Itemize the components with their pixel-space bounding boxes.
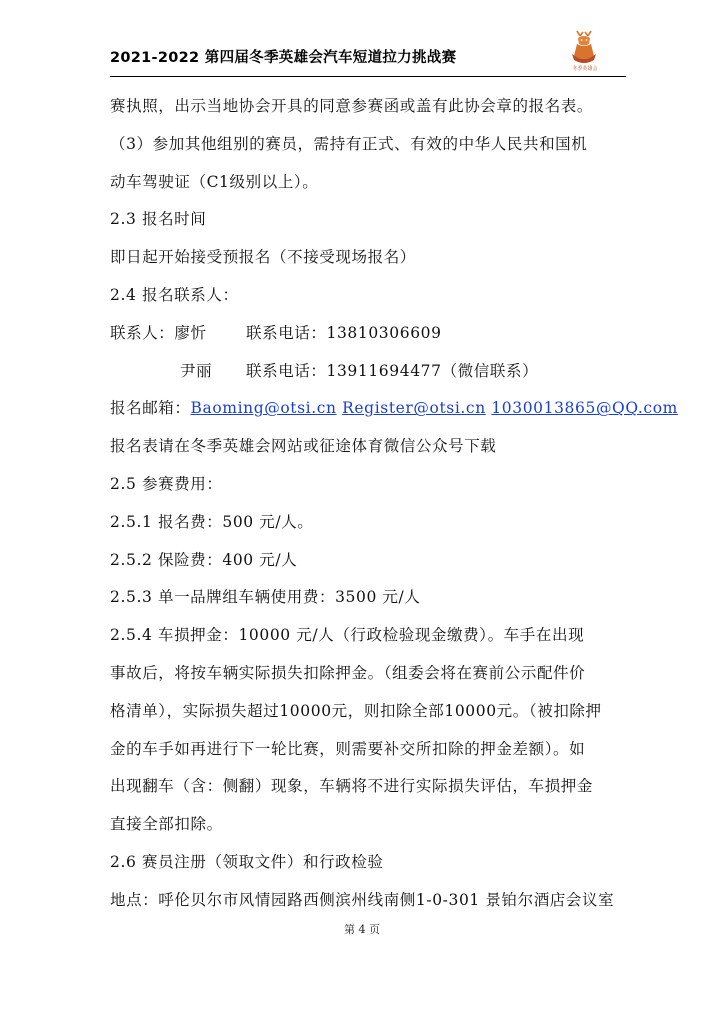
paragraph-line: 出现翻车（含：侧翻）现象，车辆将不进行实际损失评估，车损押金 (110, 777, 594, 796)
email-label: 报名邮箱： (110, 399, 191, 418)
fee-item-registration: 2.5.1 报名费：500 元/人。 (110, 512, 314, 531)
section-heading-2-4: 2.4 报名联系人： (110, 285, 239, 304)
email-link-3[interactable]: 1030013865@QQ.com (491, 399, 678, 418)
email-link-2[interactable]: Register@otsi.cn (342, 399, 486, 418)
paragraph-line: 事故后，将按车辆实际损失扣除押金。（组委会将在赛前公示配件价 (110, 663, 586, 682)
paragraph-line: 金的车手如再进行下一轮比赛，则需要补交所扣除的押金差额）。如 (110, 739, 586, 758)
event-logo (560, 30, 608, 74)
document-body (110, 88, 678, 920)
header-title: 2021-2022 第四届冬季英雄会汽车短道拉力挑战赛 (110, 50, 457, 66)
contact-2-name: 尹丽 (180, 361, 213, 380)
section-heading-2-5: 2.5 参赛费用： (110, 474, 223, 493)
page-number: 第 4 页 (344, 923, 380, 936)
section-heading-2-6: 2.6 赛员注册（领取文件）和行政检验 (110, 852, 384, 871)
paragraph-line: 赛执照，出示当地协会开具的同意参赛函或盖有此协会章的报名表。 (110, 97, 594, 115)
paragraph-line: 即日起开始接受预报名（不接受现场报名） (110, 248, 416, 267)
contact-1-name: 联系人：廖忻 (110, 323, 207, 342)
page-header (110, 28, 626, 77)
logo-text: 冬季英雄会 (572, 66, 598, 72)
paragraph-line: （3）参加其他组别的赛员，需持有正式、有效的中华人民共和国机 (110, 134, 588, 153)
fee-item-insurance: 2.5.2 保险费：400 元/人 (110, 550, 298, 569)
paragraph-line: 报名表请在冬季英雄会网站或征途体育微信公众号下载 (110, 437, 497, 456)
contact-2-phone: 联系电话：13911694477（微信联系） (246, 361, 539, 380)
paragraph-line: 格清单），实际损失超过10000元，则扣除全部10000元。（被扣除押 (110, 701, 602, 720)
section-heading-2-3: 2.3 报名时间 (110, 210, 207, 229)
paragraph-line: 动车驾驶证（C1级别以上）。 (110, 172, 319, 191)
contact-1-phone: 联系电话：13810306609 (246, 323, 442, 342)
contact-row-2 (110, 353, 626, 391)
email-row (110, 390, 678, 428)
paragraph-line: 直接全部扣除。 (110, 815, 223, 834)
fee-item-vehicle: 2.5.3 单一品牌组车辆使用费：3500 元/人 (110, 588, 421, 607)
email-link-1[interactable]: Baoming@otsi.cn (190, 399, 337, 418)
contact-row-1 (110, 315, 626, 353)
fee-item-deposit: 2.5.4 车损押金：10000 元/人（行政检验现金缴费）。车手在出现 (110, 626, 585, 645)
venue-line: 地点：呼伦贝尔市风情园路西侧滨州线南侧1-0-301 景铂尔酒店会议室 (110, 890, 615, 909)
